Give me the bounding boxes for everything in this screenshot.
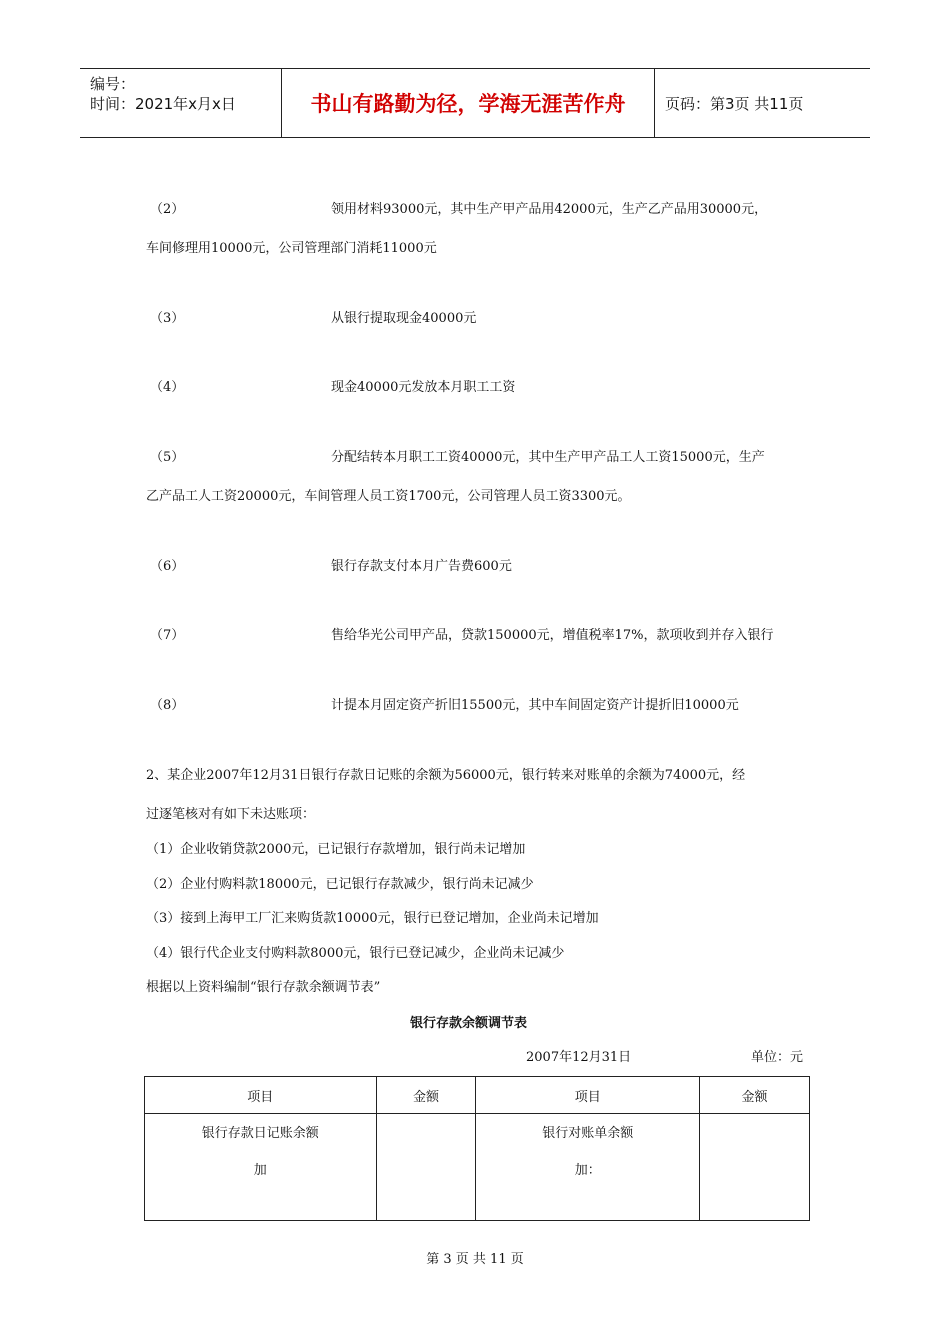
left-item-label: 银行存款日记账余额 [201, 1126, 319, 1141]
table-header-row [145, 1077, 810, 1114]
header-cell-item: 项目 [145, 1077, 377, 1114]
page-footer: 第 3 页 共 11 页 [426, 1252, 524, 1267]
header-cell-amount: 金额 [700, 1077, 810, 1114]
question-intro-continuation: 过逐笔核对有如下未达账项： [146, 807, 316, 822]
unreconciled-item: （4）银行代企业支付购料款8000元，银行已登记减少，企业尚未记减少 [146, 946, 565, 961]
document-header [80, 68, 870, 138]
date-label: 时间：2021年x月x日 [90, 95, 236, 113]
item-text: 现金40000元发放本月职工工资 [331, 380, 516, 395]
item-number: （7） [150, 628, 185, 643]
table-cell-left-amount [376, 1114, 476, 1221]
instruction-text: 根据以上资料编制“银行存款余额调节表” [146, 980, 381, 995]
right-add-label: 加： [574, 1163, 601, 1178]
header-page-info: 页码：第3页 共11页 [665, 94, 804, 113]
item-number: （4） [150, 380, 185, 395]
header-meta [80, 69, 280, 137]
item-number: （6） [150, 559, 185, 574]
right-item-label: 银行对账单余额 [542, 1126, 634, 1141]
header-motto: 书山有路勤为径，学海无涯苦作舟 [281, 69, 655, 137]
item-number: （5） [150, 450, 185, 465]
item-number: （8） [150, 698, 185, 713]
header-cell-item: 项目 [476, 1077, 700, 1114]
unreconciled-item: （3）接到上海甲工厂汇来购货款10000元，银行已登记增加，企业尚未记增加 [146, 911, 599, 926]
item-continuation: 乙产品工人工资20000元，车间管理人员工资1700元，公司管理人员工资3300元。 [146, 489, 631, 504]
left-add-label: 加 [253, 1163, 267, 1178]
header-cell-amount: 金额 [376, 1077, 476, 1114]
unreconciled-item: （1）企业收销贷款2000元，已记银行存款增加，银行尚未记增加 [146, 842, 526, 857]
unreconciled-item: （2）企业付购料款18000元，已记银行存款减少，银行尚未记减少 [146, 877, 534, 892]
table-date: 2007年12月31日 [526, 1050, 632, 1065]
table-unit: 单位：元 [751, 1050, 804, 1065]
item-text: 银行存款支付本月广告费600元 [331, 559, 512, 574]
item-number: （3） [150, 311, 185, 326]
item-text: 从银行提取现金40000元 [331, 311, 477, 326]
item-number: （2） [150, 202, 185, 217]
item-text: 领用材料93000元，其中生产甲产品用42000元，生产乙产品用30000元， [331, 202, 768, 217]
table-title: 银行存款余额调节表 [410, 1016, 528, 1031]
question-intro: 2、某企业2007年12月31日银行存款日记账的余额为56000元，银行转来对账单的余额为74000元，经 [146, 768, 746, 783]
reconciliation-table [144, 1076, 810, 1221]
item-text: 分配结转本月职工工资40000元，其中生产甲产品工人工资15000元，生产 [331, 450, 765, 465]
item-continuation: 车间修理用10000元，公司管理部门消耗11000元 [146, 241, 437, 256]
number-label: 编号： [90, 75, 136, 93]
item-text: 售给华光公司甲产品，贷款150000元，增值税率17%，款项收到并存入银行 [331, 628, 774, 643]
item-text: 计提本月固定资产折旧15500元，其中车间固定资产计提折旧10000元 [331, 698, 739, 713]
table-cell-left-item [145, 1114, 377, 1221]
table-cell-right-amount [700, 1114, 810, 1221]
table-row [145, 1114, 810, 1221]
table-cell-right-item [476, 1114, 700, 1221]
